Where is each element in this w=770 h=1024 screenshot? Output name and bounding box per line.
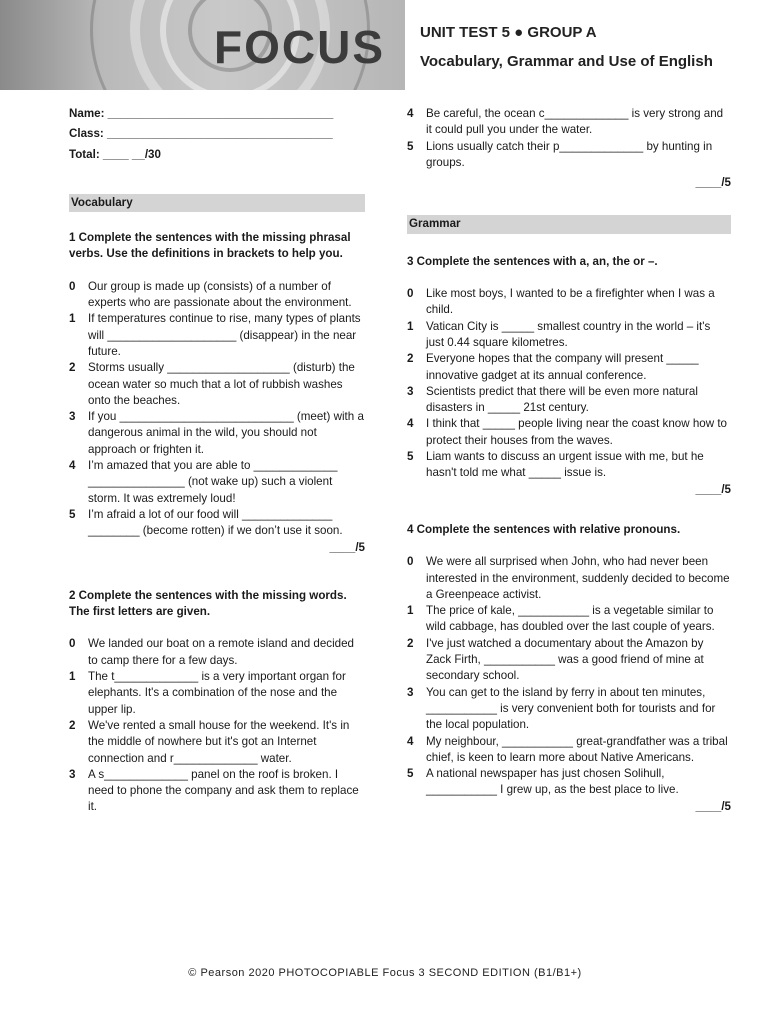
- score-box[interactable]: ____/5: [695, 482, 731, 496]
- exercise-item: 0 Like most boys, I wanted to be a firefighter when I was a child.: [407, 287, 715, 317]
- exercise-item[interactable]: 4 I’m amazed that you are able to _____________ _______________ (not wake up) such a violent storm. It was extremely loud!: [69, 459, 338, 505]
- right-column: [407, 106, 731, 815]
- exercise-item[interactable]: 3 Scientists predict that there will be even more natural disasters in _____ 21st century.: [407, 384, 698, 415]
- exercise-item[interactable]: 5 A national newspaper has just chosen Solihull, ___________ I grew up, as the best place to live.: [407, 767, 679, 797]
- exercise-4-instruction: 4 Complete the sentences with relative pronouns.: [407, 522, 681, 536]
- exercise-3-instruction: 3 Complete the sentences with a, an, the or –.: [407, 254, 658, 268]
- exercise-item: 0 We landed our boat on a remote island and decided to camp there for a few days.: [69, 637, 354, 667]
- exercise-item[interactable]: 1 If temperatures continue to rise, many types of plants will ____________________ (disappear) in the near future.: [69, 312, 361, 358]
- section-heading-vocabulary: Vocabulary: [69, 194, 365, 212]
- exercise-item[interactable]: 2 I've just watched a documentary about the Amazon by Zack Firth, ___________ was a good friend of mine at secondary school.: [407, 636, 704, 683]
- score-box[interactable]: ____/5: [695, 799, 731, 813]
- page-header: [0, 0, 770, 90]
- name-field[interactable]: Name: ___________________________________: [69, 107, 334, 120]
- exercise-item[interactable]: 2 Storms usually ___________________ (disturb) the ocean water so much that a lot of rubbish washes onto the beaches.: [69, 361, 355, 407]
- score-box[interactable]: ____/5: [695, 176, 731, 190]
- exercise-item[interactable]: 2 Everyone hopes that the company will present _____ innovative gadget at its annual conference.: [407, 352, 699, 382]
- exercise-item[interactable]: 4 I think that _____ people living near the coast know how to protect their houses from the waves.: [407, 417, 727, 447]
- score-box[interactable]: ____/5: [329, 540, 365, 554]
- exercise-item[interactable]: 1 Vatican City is _____ smallest country in the world – it's just 0.44 square kilometres.: [407, 319, 711, 349]
- exercise-4-list: [407, 554, 731, 798]
- total-field: Total: ____ __/30: [69, 147, 161, 161]
- exercise-item[interactable]: 2 We've rented a small house for the weekend. It's in the middle of nowhere but it's got an Internet connection and r_____________ water.: [69, 718, 350, 765]
- unit-title: UNIT TEST 5 ● GROUP A: [420, 24, 597, 41]
- exercise-item[interactable]: 3 If you ___________________________ (meet) with a dangerous animal in the wild, you should not approach or frighten it.: [69, 410, 364, 456]
- exercise-item: 0 We were all surprised when John, who had never been interested in the environment, suddenly decided to become a Greenpeace activist.: [407, 555, 730, 601]
- exercise-item[interactable]: 4 Be careful, the ocean c_____________ is very strong and it could pull you under the water.: [407, 107, 724, 137]
- exercise-item[interactable]: 5 Lions usually catch their p_____________ by hunting in groups.: [407, 139, 713, 169]
- class-field[interactable]: Class: ___________________________________: [69, 127, 333, 141]
- left-column: [69, 106, 365, 816]
- exercise-item[interactable]: 5 I’m afraid a lot of our food will ______________ ________ (become rotten) if we don’t use it soon.: [69, 507, 343, 538]
- unit-subtitle: Vocabulary, Grammar and Use of English: [420, 53, 713, 70]
- exercise-item[interactable]: 3 A s_____________ panel on the roof is broken. I need to phone the company and ask them to replace it.: [69, 767, 359, 814]
- page-footer: © Pearson 2020 PHOTOCOPIABLE Focus 3 SECOND EDITION (B1/B1+): [188, 967, 582, 979]
- focus-logo: FOCUS: [214, 21, 385, 73]
- exercise-item[interactable]: 5 Liam wants to discuss an urgent issue with me, but he hasn't told me what _____ issue is.: [407, 450, 704, 480]
- exercise-2-continued-list: [407, 106, 731, 171]
- exercise-item[interactable]: 3 You can get to the island by ferry in about ten minutes, ___________ is very convenient both for tourists and for the local population.: [407, 685, 716, 732]
- exercise-1-list: [69, 279, 365, 540]
- exercise-1-instruction: 1 Complete the sentences with the missing phrasal verbs. Use the definitions in brackets to help you.: [69, 231, 351, 261]
- exercise-item[interactable]: 4 My neighbour, ___________ great-grandfather was a tribal chief, is keen to learn more about Native Americans.: [407, 734, 728, 764]
- section-heading-grammar: Grammar: [407, 215, 731, 233]
- exercise-item[interactable]: 1 The t_____________ is a very important organ for elephants. It's a combination of the nose and the upper lip.: [69, 670, 346, 716]
- exercise-item[interactable]: 1 The price of kale, ___________ is a vegetable similar to wild cabbage, has doubled over the last couple of years.: [407, 604, 715, 634]
- exercise-item: 0 Our group is made up (consists) of a number of experts who are passionate about the environment.: [69, 279, 352, 310]
- exercise-2-instruction: 2 Complete the sentences with the missing words. The first letters are given.: [69, 588, 347, 619]
- exercise-2-list: [69, 636, 365, 815]
- header-banner: [0, 0, 405, 90]
- exercise-3-list: [407, 286, 731, 482]
